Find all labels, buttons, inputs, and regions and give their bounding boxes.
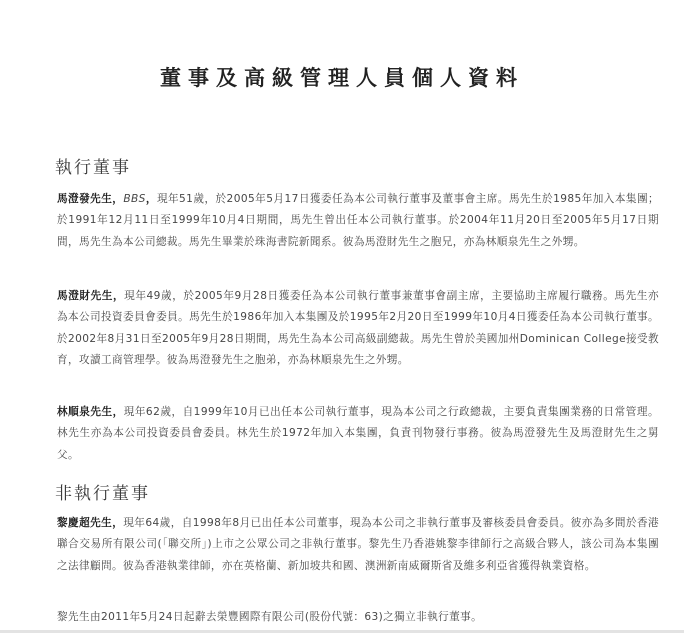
honour-title: BBS (123, 193, 146, 205)
bio-text: 現年62歲，自1999年10月已出任本公司執行董事，現為本公司之行政總裁，主要負責集團業務的日常管理。林先生亦為本公司投資委員會委員。林先生於1972年加入本集團，負責刊物發行事務。彼為馬澄發先生及馬澄財先生之舅父。 (57, 406, 659, 461)
name-separator: ， (112, 193, 124, 205)
bio-paragraph (57, 286, 659, 371)
bio-text: 現年49歲，於2005年9月28日獲委任為本公司執行董事兼董事會副主席，主要協助主席履行職務。馬先生亦為本公司投資委員會委員。馬先生於1986年加入本集團及於1995年2月20日至1999年10月4日獲委任為本公司執行董事。於2002年8月31日至2005年9月28日期間，馬先生為本公司高級副總裁。馬先生曾於美國加州Dominican College接受教育，攻讀工商管理學。彼為馬澄發先生之胞弟，亦為林順泉先生之外甥。 (57, 290, 660, 366)
bio-text: 現年64歲，自1998年8月已出任本公司董事，現為本公司之非執行董事及審核委員會委員。彼亦為多間於香港聯合交易所有限公司(「聯交所」)上市之公眾公司之非執行董事。黎先生乃香港姚黎李律師行之高級合夥人，該公司為本集團之法律顧問。彼為香港執業律師，亦在英格蘭、新加坡共和國、澳洲新南威爾斯省及維多利亞省獲得執業資格。 (57, 517, 660, 572)
section-heading-non-executive-directors: 非執行董事 (55, 484, 150, 504)
name-separator: ， (112, 290, 125, 302)
director-name: 黎慶超先生 (57, 517, 113, 529)
bio-text: 現年51歲，於2005年5月17日獲委任為本公司執行董事及董事會主席。馬先生於1985年加入本集團；於1991年12月11日至1999年10月4日期間，馬先生曾出任本公司執行董事。於2004年11月20日至2005年5月17日期間，馬先生為本公司總裁。馬先生畢業於珠海書院新聞系。彼為馬澄財先生之胞兄，亦為林順泉先生之外甥。 (57, 193, 660, 248)
bio-text: 黎先生由2011年5月24日起辭去榮豐國際有限公司(股份代號：63)之獨立非執行董事。 (57, 611, 483, 623)
document-title: 董事及高級管理人員個人資料 (160, 66, 524, 90)
bio-paragraph (57, 189, 659, 253)
bio-paragraph (57, 607, 659, 628)
director-name: 馬澄發先生 (57, 193, 113, 205)
bio-paragraph (57, 513, 659, 577)
name-separator: ， (112, 406, 124, 418)
bio-paragraph (57, 402, 659, 466)
director-name: 林順泉先生 (57, 406, 113, 418)
name-separator: ， (112, 517, 124, 529)
name-separator: ， (145, 193, 157, 205)
director-name: 馬澄財先生 (57, 290, 113, 302)
section-heading-executive-directors: 執行董事 (55, 158, 131, 178)
